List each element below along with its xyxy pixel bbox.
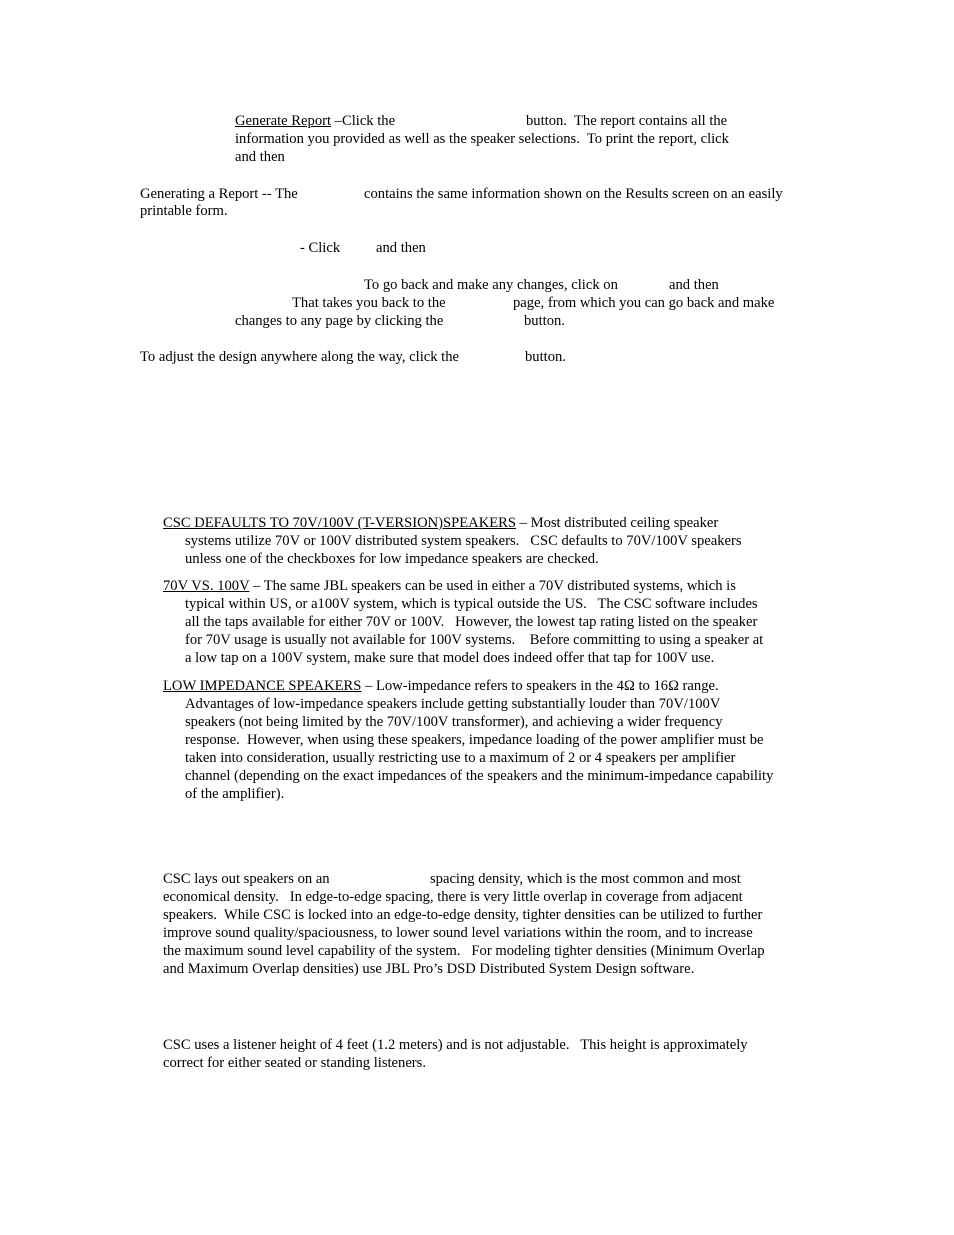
listener-text: correct for either seated or standing listeners. (163, 1055, 426, 1071)
v70-100-paragraph (163, 577, 736, 595)
generating-text: contains the same information shown on the Results screen on an easily (364, 186, 783, 202)
v70-100-text: – The same JBL speakers can be used in either a 70V distributed systems, which is (249, 578, 736, 594)
generate-report-text: –Click the (331, 113, 396, 129)
v70-100-heading: 70V VS. 100V (163, 578, 250, 594)
generating-text: and then (669, 277, 719, 293)
listener-text: CSC uses a listener height of 4 feet (1.2 meters) and is not adjustable. This height is approximately (163, 1037, 748, 1053)
spacing-text: CSC lays out speakers on an (163, 871, 330, 887)
spacing-text: spacing density, which is the most common and most (430, 871, 741, 887)
low-impedance-text: speakers (not being limited by the 70V/100V transformer), and achieving a wider frequency (185, 714, 723, 730)
generating-text: To adjust the design anywhere along the way, click the (140, 349, 459, 365)
generate-report-heading: Generate Report (235, 113, 332, 129)
defaults-paragraph (163, 514, 718, 532)
v70-100-text: for 70V usage is usually not available for 100V systems. Before committing to using a speaker at (185, 632, 764, 648)
generating-text: and then (376, 240, 426, 256)
spacing-text: and Maximum Overlap densities) use JBL Pro’s DSD Distributed System Design software. (163, 961, 695, 977)
generating-text: printable form. (140, 203, 228, 219)
low-impedance-paragraph (163, 677, 719, 695)
generating-text: To go back and make any changes, click on (364, 277, 618, 293)
generating-text: changes to any page by clicking the (235, 313, 444, 329)
defaults-heading: CSC DEFAULTS TO 70V/100V (T-VERSION)SPEAKERS (163, 515, 517, 531)
spacing-text: speakers. While CSC is locked into an edge-to-edge density, tighter densities can be utilized to further (163, 907, 763, 923)
generating-text: button. (524, 313, 565, 329)
generating-text: page, from which you can go back and make (513, 295, 775, 311)
generating-text: That takes you back to the (292, 295, 446, 311)
defaults-text: systems utilize 70V or 100V distributed system speakers. CSC defaults to 70V/100V speakers (185, 533, 742, 549)
generating-text: button. (525, 349, 566, 365)
low-impedance-text: channel (depending on the exact impedances of the speakers and the minimum-impedance capability (185, 768, 774, 784)
v70-100-text: typical within US, or a100V system, which is typical outside the US. The CSC software includes (185, 596, 758, 612)
low-impedance-text: taken into consideration, usually restricting use to a maximum of 2 or 4 speakers per amplifier (185, 750, 736, 766)
generate-report-text: button. The report contains all the (526, 113, 728, 129)
low-impedance-text: of the amplifier). (185, 786, 285, 802)
defaults-text: unless one of the checkboxes for low impedance speakers are checked. (185, 551, 599, 567)
generating-text: Generating a Report -- The (140, 186, 298, 202)
spacing-text: economical density. In edge-to-edge spacing, there is very little overlap in coverage from adjacent (163, 889, 743, 905)
low-impedance-text: response. However, when using these speakers, impedance loading of the power amplifier must be (185, 732, 764, 748)
generating-text: - Click (300, 240, 341, 256)
v70-100-text: all the taps available for either 70V or 100V. However, the lowest tap rating listed on the speaker (185, 614, 758, 630)
generate-report-text: and then (235, 149, 285, 165)
low-impedance-heading: LOW IMPEDANCE SPEAKERS (163, 678, 362, 694)
spacing-text: the maximum sound level capability of the system. For modeling tighter densities (Minimum Overlap (163, 943, 765, 959)
defaults-text: – Most distributed ceiling speaker (516, 515, 719, 531)
generate-report-text: information you provided as well as the speaker selections. To print the report, click (235, 131, 729, 147)
spacing-text: improve sound quality/spaciousness, to lower sound level variations within the room, and to increase (163, 925, 753, 941)
low-impedance-text: Advantages of low-impedance speakers include getting substantially louder than 70V/100V (185, 696, 721, 712)
v70-100-text: a low tap on a 100V system, make sure that model does indeed offer that tap for 100V use. (185, 650, 715, 666)
generate-report-paragraph (235, 112, 395, 130)
low-impedance-text: – Low-impedance refers to speakers in the 4Ω to 16Ω range. (361, 678, 719, 694)
